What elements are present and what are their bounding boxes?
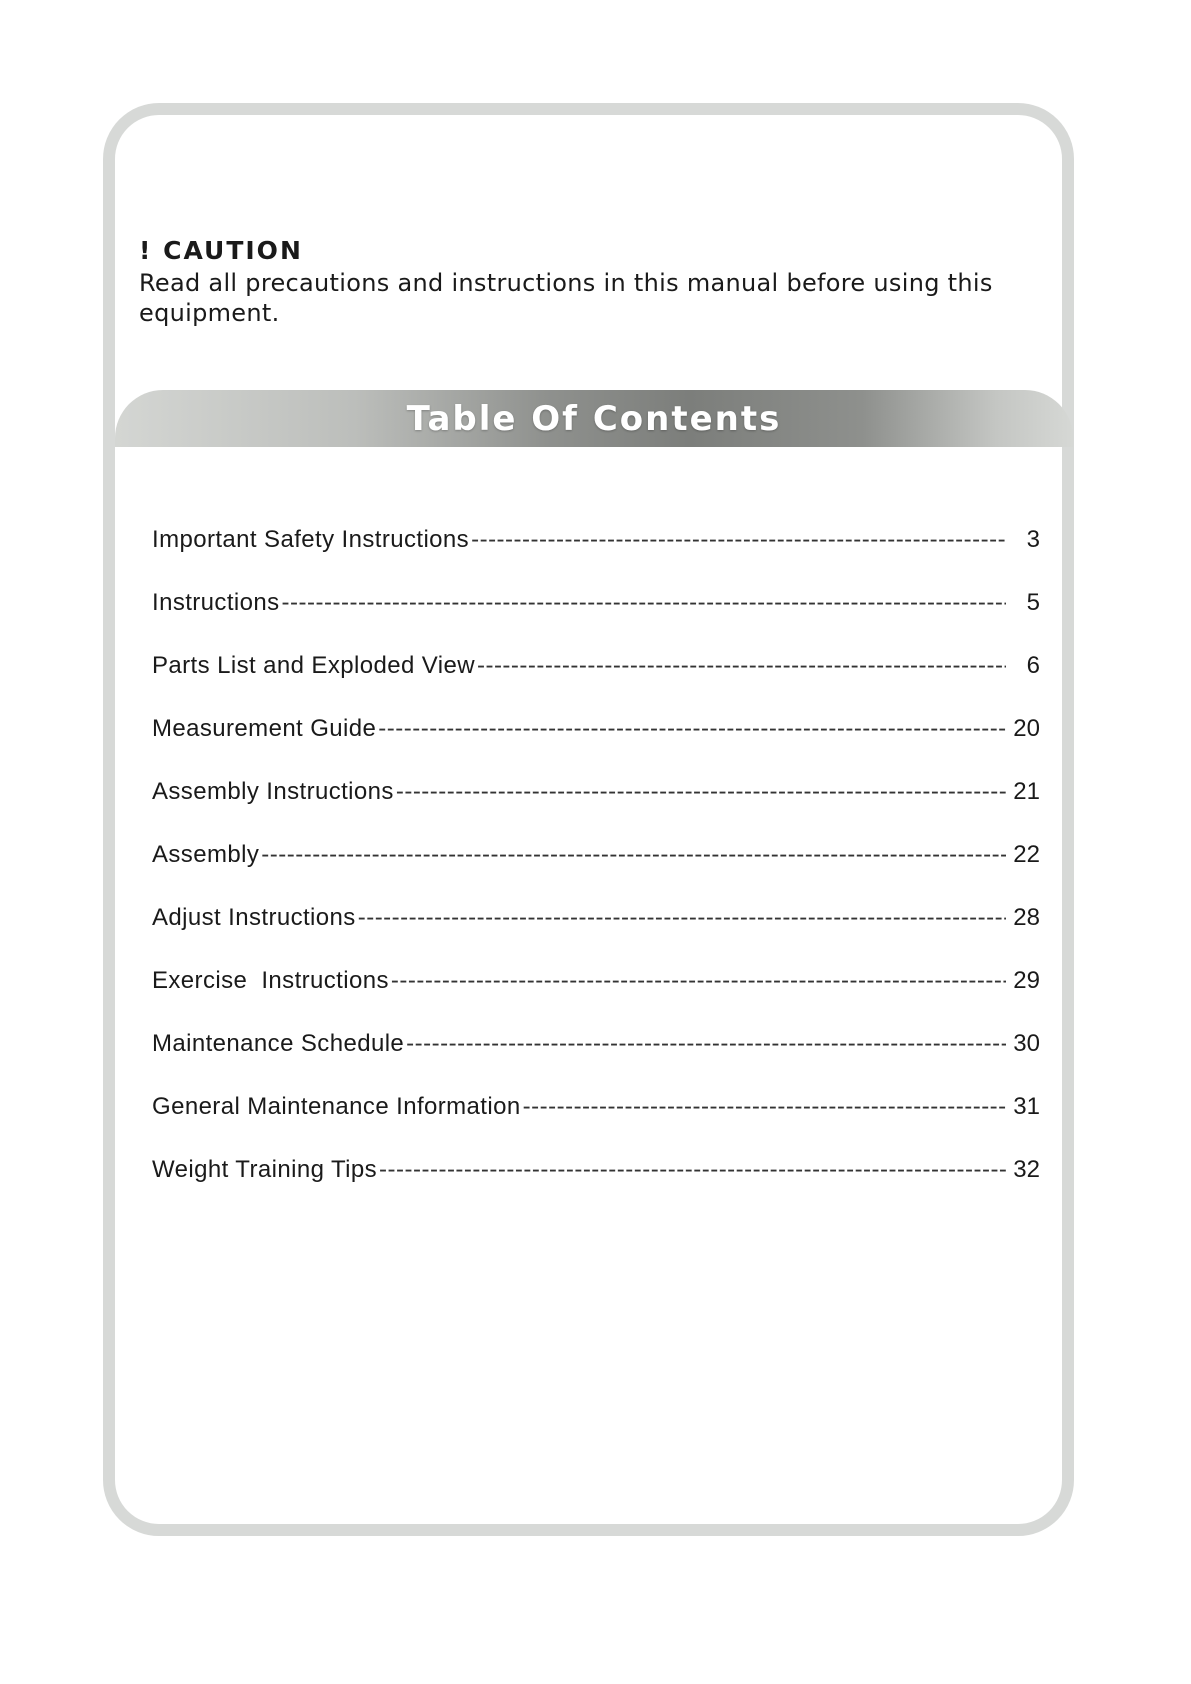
toc-entry-page: 6 [1026,652,1040,679]
toc-entry-page: 30 [1013,1030,1040,1057]
toc-leader [523,1093,1006,1121]
toc-entry[interactable] [152,778,1040,841]
toc-leader [261,841,1006,869]
toc-title: Table Of Contents [406,398,782,439]
toc-entry[interactable] [152,715,1040,778]
toc-leader [378,715,1006,743]
toc-entry-page: 31 [1013,1093,1040,1120]
toc-list [152,526,1040,1219]
toc-entry[interactable] [152,1093,1040,1156]
toc-leader [379,1156,1006,1184]
toc-entry-label: Parts List and Exploded View [152,652,475,679]
toc-entry-page: 3 [1026,526,1040,553]
toc-entry-page: 28 [1013,904,1040,931]
toc-entry[interactable] [152,526,1040,589]
toc-leader [406,1030,1006,1058]
toc-entry-page: 32 [1013,1156,1040,1183]
toc-entry[interactable] [152,652,1040,715]
toc-entry-page: 29 [1013,967,1040,994]
caution-text: Read all precautions and instructions in this manual before using this equipment. [139,269,993,327]
toc-leader [477,652,1006,680]
caution-title: ! CAUTION [139,236,303,265]
toc-entry-label: Instructions [152,589,280,616]
toc-entry-label: Maintenance Schedule [152,1030,405,1057]
caution-notice [139,236,1039,328]
toc-entry-label: Assembly Instructions [152,778,394,805]
toc-leader [391,967,1006,995]
toc-entry-label: Important Safety Instructions [152,526,470,553]
toc-entry-label: Exercise Instructions [152,967,389,994]
toc-entry[interactable] [152,1156,1040,1219]
toc-entry-label: Measurement Guide [152,715,377,742]
toc-entry[interactable] [152,841,1040,904]
toc-entry-label: Adjust Instructions [152,904,356,931]
toc-leader [282,589,1006,617]
toc-leader [358,904,1006,932]
toc-leader [471,526,1006,554]
toc-entry[interactable] [152,589,1040,652]
toc-entry-label: General Maintenance Information [152,1093,521,1120]
toc-leader [396,778,1006,806]
toc-entry-label: Weight Training Tips [152,1156,377,1183]
toc-entry-page: 5 [1026,589,1040,616]
toc-entry-page: 21 [1013,778,1040,805]
toc-entry[interactable] [152,1030,1040,1093]
toc-entry-page: 20 [1013,715,1040,742]
toc-entry[interactable] [152,967,1040,1030]
toc-entry[interactable] [152,904,1040,967]
toc-entry-label: Assembly [152,841,260,868]
toc-entry-page: 22 [1013,841,1040,868]
toc-banner [115,390,1073,447]
